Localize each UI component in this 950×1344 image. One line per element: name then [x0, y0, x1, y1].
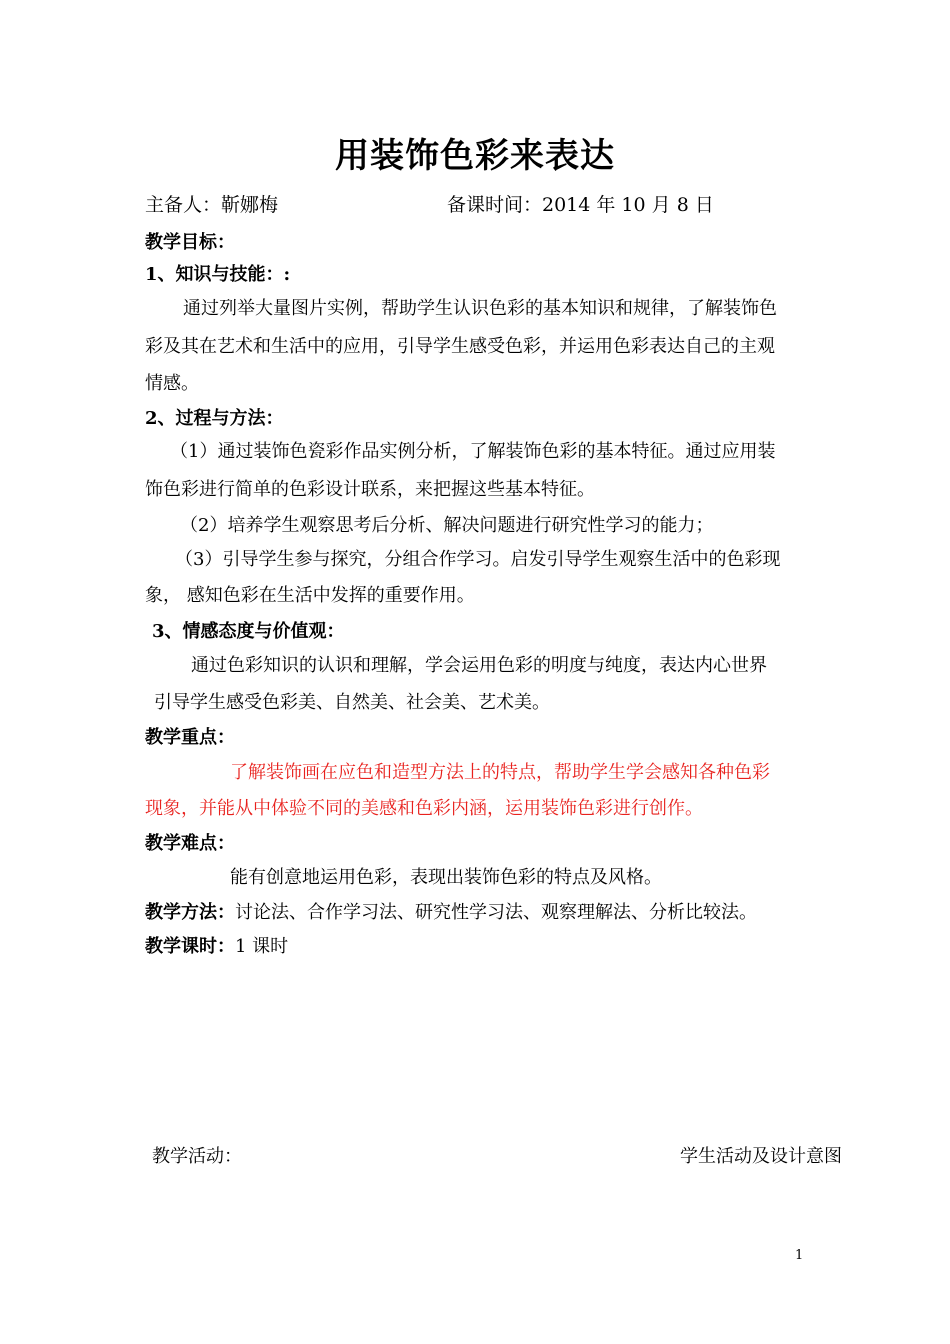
process-line-1: （1）通过装饰色瓷彩作品实例分析，了解装饰色彩的基本特征。通过应用装 — [170, 441, 776, 462]
knowledge-line-1: 通过列举大量图片实例，帮助学生认识色彩的基本知识和规律，了解装饰色 — [183, 298, 777, 319]
process-line-4: （3）引导学生参与探究，分组合作学习。启发引导学生观察生活中的色彩现 — [175, 549, 781, 570]
prep-time-label: 备课时间：2014 年 10 月 8 日 — [447, 194, 714, 216]
objectives-heading: 教学目标： — [145, 232, 235, 253]
attitude-line-2: 引导学生感受色彩美、自然美、社会美、艺术美。 — [154, 692, 550, 713]
preparer-label: 主备人：靳娜梅 — [145, 194, 279, 216]
knowledge-line-3: 情感。 — [145, 373, 199, 394]
attitude-heading: 3、情感态度与价值观： — [152, 621, 345, 642]
hours-text: 1 课时 — [235, 936, 289, 957]
attitude-line-1: 通过色彩知识的认识和理解，学会运用色彩的明度与纯度，表达内心世界 — [191, 655, 767, 676]
process-line-3: （2）培养学生观察思考后分析、解决问题进行研究性学习的能力； — [180, 515, 714, 536]
teaching-activity-label: 教学活动： — [152, 1146, 242, 1167]
process-line-2: 饰色彩进行简单的色彩设计联系，来把握这些基本特征。 — [145, 479, 595, 500]
knowledge-heading: 1、知识与技能：: — [145, 264, 291, 285]
methods-heading: 教学方法： — [145, 902, 235, 923]
difficulties-heading: 教学难点： — [145, 833, 235, 854]
methods-text: 讨论法、合作学习法、研究性学习法、观察理解法、分析比较法。 — [235, 902, 757, 923]
knowledge-line-2: 彩及其在艺术和生活中的应用，引导学生感受色彩，并运用色彩表达自己的主观 — [145, 336, 775, 357]
key-points-heading: 教学重点： — [145, 727, 235, 748]
student-activity-label: 学生活动及设计意图 — [680, 1146, 842, 1167]
process-heading: 2、过程与方法： — [145, 408, 284, 429]
difficulties-line-1: 能有创意地运用色彩，表现出装饰色彩的特点及风格。 — [230, 867, 662, 888]
methods-row — [145, 902, 757, 924]
hours-heading: 教学课时： — [145, 936, 235, 957]
page-number: 1 — [795, 1248, 804, 1263]
hours-row — [145, 936, 288, 958]
process-line-5: 象， 感知色彩在生活中发挥的重要作用。 — [145, 585, 475, 606]
key-points-line-1: 了解装饰画在应色和造型方法上的特点，帮助学生学会感知各种色彩 — [230, 762, 770, 783]
document-title: 用装饰色彩来表达 — [335, 136, 615, 176]
key-points-line-2: 现象，并能从中体验不同的美感和色彩内涵，运用装饰色彩进行创作。 — [145, 798, 703, 819]
